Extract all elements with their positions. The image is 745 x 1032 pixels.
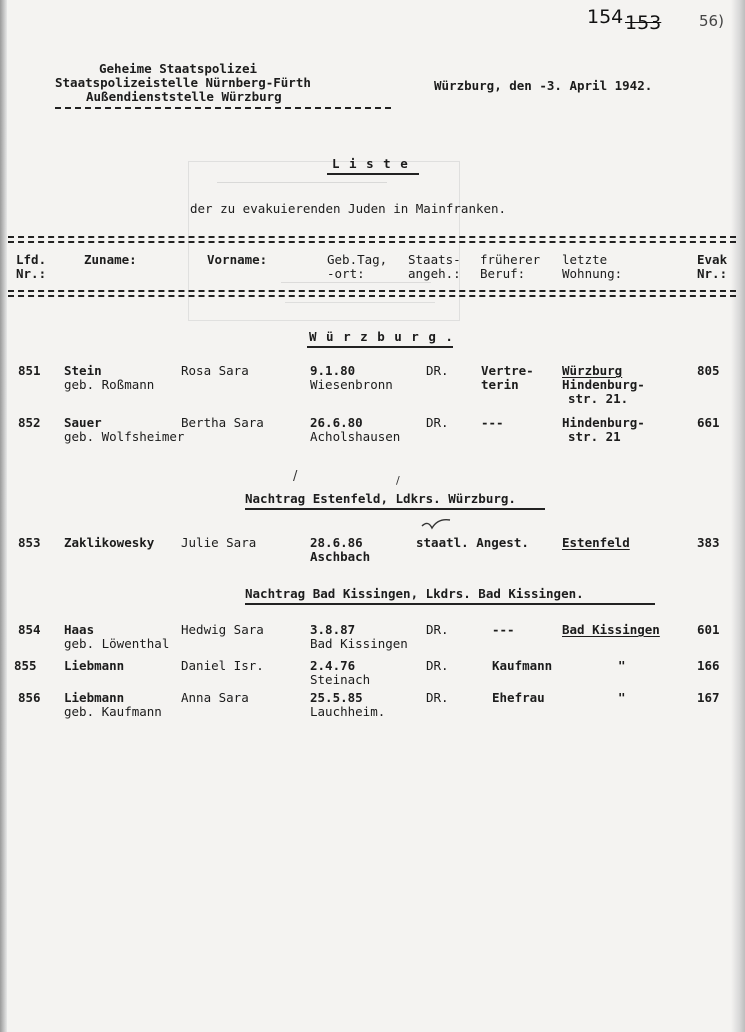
archive-number-crossed: 153 [625, 12, 662, 34]
row-geb: 3.8.87 [310, 622, 356, 637]
row-evak: 601 [697, 622, 720, 637]
row-beruf: Vertre- [481, 363, 534, 378]
row-nr: 855 [14, 658, 37, 673]
header-rule-top-2 [8, 241, 736, 243]
row-wohnung: Würzburg [562, 363, 623, 378]
row-wohnung: Estenfeld [562, 535, 630, 550]
letterhead-rule [55, 107, 391, 109]
row-vorname: Julie Sara [181, 535, 257, 550]
row-wohnung-3: str. 21. [568, 391, 629, 406]
row-staat: DR. [426, 415, 449, 430]
col-wohnung: letzte [562, 252, 608, 267]
col-lfd-nr: Lfd. [16, 252, 47, 267]
row-wohnung-2: str. 21 [568, 429, 621, 444]
row-beruf: Kaufmann [492, 658, 553, 673]
row-staat: DR. [426, 658, 449, 673]
row-zuname-2: geb. Roßmann [64, 377, 155, 392]
col-zuname: Zuname: [84, 252, 137, 267]
row-zuname: Haas [64, 622, 95, 637]
row-ort: Steinach [310, 672, 371, 687]
col-wohnung-2: Wohnung: [562, 266, 623, 281]
handwritten-tick [420, 516, 454, 534]
stray-mark: / [293, 469, 298, 484]
row-geb: 9.1.80 [310, 363, 356, 378]
row-beruf: --- [481, 415, 504, 430]
row-nr: 856 [18, 690, 41, 705]
archive-number: 154 [587, 6, 624, 28]
row-staat: DR. [426, 622, 449, 637]
row-vorname: Rosa Sara [181, 363, 249, 378]
col-vorname: Vorname: [207, 252, 268, 267]
row-staat: DR. [426, 363, 449, 378]
section-heading-estenfeld: Nachtrag Estenfeld, Ldkrs. Würzburg. [245, 491, 516, 506]
row-ort: Lauchheim. [310, 704, 386, 719]
row-evak: 661 [697, 415, 720, 430]
col-beruf-2: Beruf: [480, 266, 526, 281]
col-evak-2: Nr.: [697, 266, 728, 281]
row-staat-beruf: staatl. Angest. [416, 535, 529, 550]
row-geb: 28.6.86 [310, 535, 363, 550]
section-heading-wuerzburg: W ü r z b u r g . [309, 329, 454, 344]
row-ort: Acholshausen [310, 429, 401, 444]
row-vorname: Bertha Sara [181, 415, 264, 430]
row-ort: Bad Kissingen [310, 636, 408, 651]
row-geb: 25.5.85 [310, 690, 363, 705]
row-evak: 805 [697, 363, 720, 378]
row-zuname: Stein [64, 363, 102, 378]
row-nr: 853 [18, 535, 41, 550]
stray-mark: / [396, 474, 400, 487]
title-underline [327, 173, 419, 175]
header-rule-bottom-1 [8, 290, 736, 292]
folio-number: 56) [699, 12, 724, 30]
row-zuname: Sauer [64, 415, 102, 430]
office-line-1: Geheime Staatspolizei [99, 61, 258, 76]
row-zuname: Liebmann [64, 658, 125, 673]
row-zuname: Liebmann [64, 690, 125, 705]
col-evak: Evak [697, 252, 728, 267]
row-zuname-2: geb. Löwenthal [64, 636, 170, 651]
section-underline-estenfeld [245, 508, 545, 510]
header-rule-bottom-2 [8, 295, 736, 297]
col-staats-2: angeh.: [408, 266, 461, 281]
col-geb-2: -ort: [327, 266, 365, 281]
document-subtitle: der zu evakuierenden Juden in Mainfranken. [190, 201, 507, 216]
row-staat: DR. [426, 690, 449, 705]
scan-edge-right [731, 0, 745, 1032]
row-nr: 854 [18, 622, 41, 637]
row-evak: 383 [697, 535, 720, 550]
col-staats: Staats- [408, 252, 461, 267]
scan-edge-left [0, 0, 7, 1032]
row-wohnung-ditto: " [618, 690, 626, 705]
row-zuname-2: geb. Wolfsheimer [64, 429, 185, 444]
row-evak: 167 [697, 690, 720, 705]
row-beruf: Ehefrau [492, 690, 545, 705]
place-date: Würzburg, den -3. April 1942. [434, 78, 653, 93]
row-geb: 26.6.80 [310, 415, 363, 430]
row-nr: 852 [18, 415, 41, 430]
row-wohnung: Bad Kissingen [562, 622, 660, 637]
row-beruf-2: terin [481, 377, 519, 392]
row-beruf: --- [492, 622, 515, 637]
section-heading-bad-kissingen: Nachtrag Bad Kissingen, Lkdrs. Bad Kissingen. [245, 586, 584, 601]
row-vorname: Daniel Isr. [181, 658, 264, 673]
row-wohnung: Hindenburg- [562, 415, 645, 430]
row-wohnung-ditto: " [618, 658, 626, 673]
row-ort: Wiesenbronn [310, 377, 393, 392]
section-underline-bad-kissingen [245, 603, 655, 605]
office-line-2: Staatspolizeistelle Nürnberg-Fürth [55, 75, 311, 90]
row-evak: 166 [697, 658, 720, 673]
col-beruf: früherer [480, 252, 541, 267]
office-line-3: Außendienststelle Würzburg [86, 89, 282, 104]
section-underline-wuerzburg [307, 346, 453, 348]
row-ort: Aschbach [310, 549, 371, 564]
row-zuname: Zaklikowesky [64, 535, 155, 550]
row-geb: 2.4.76 [310, 658, 356, 673]
row-vorname: Anna Sara [181, 690, 249, 705]
header-rule-top-1 [8, 236, 736, 238]
row-vorname: Hedwig Sara [181, 622, 264, 637]
document-title: L i s t e [332, 156, 409, 171]
row-zuname-2: geb. Kaufmann [64, 704, 162, 719]
col-geb: Geb.Tag, [327, 252, 388, 267]
row-nr: 851 [18, 363, 41, 378]
row-wohnung-2: Hindenburg- [562, 377, 645, 392]
col-lfd-nr-2: Nr.: [16, 266, 47, 281]
